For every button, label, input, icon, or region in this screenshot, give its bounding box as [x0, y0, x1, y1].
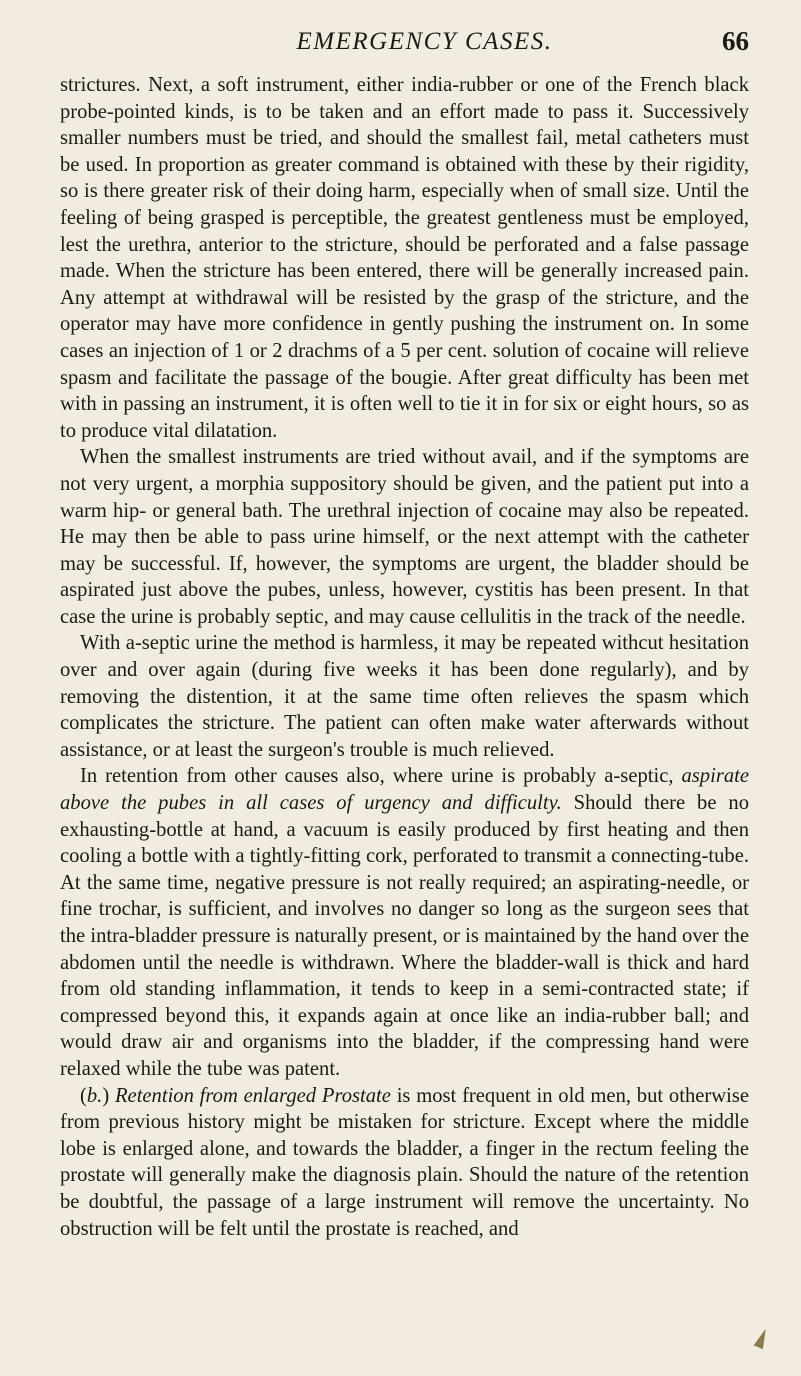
- paragraph-text: When the smallest instruments are tried without avail, and if the symptoms are not very urgent, a morphia suppository should be given, and the patient put into a warm hip- or general bath. The urethral injection of cocaine may also be repeated. He may then be able to pass urine himself, or the next attempt with the catheter may be successful. If, however, the symptoms are urgent, the bladder should be aspirated just above the pubes, unless, however, cystitis has been present. In that case the urine is probably septic, and may cause cellulitis in the track of the needle.: [60, 446, 749, 628]
- emphasis-text: aspirate above the pubes in all cases of urgency and difficulty.: [60, 765, 749, 815]
- paragraph-aseptic-urine: [60, 630, 749, 763]
- paragraph-enlarged-prostate: [60, 1083, 749, 1243]
- paragraph-text: is most frequent in old men, but otherwise from previous history might be mistaken for stricture. Except where the middle lobe is enlarged alone, and towards the bladder, a finger in the rectum feeling the prostate will generally make the diagnosis plain. Should the nature of the retention be doubtful, the passage of a large instrument will remove the uncertainty. No obstruction will be felt until the prostate is reached, and: [60, 1084, 749, 1240]
- paragraph-text: Should there be no exhausting-bottle at hand, a vacuum is easily produced by first heating and then cooling a bottle with a tightly-fitting cork, perforated to transmit a connecting-tube. At the same time, negative pressure is not really required; an aspirating-needle, or fine trochar, is sufficient, and involves no danger so long as the surgeon sees that the intra-bladder pressure is naturally present, or is maintained by the hand over the abdomen until the needle is withdrawn. Where the bladder-wall is thick and hard from old standing inflammation, it tends to keep in a semi-contracted state; if compressed beyond this, it expands again at once like an india-rubber ball; and would draw air and organisms into the bladder, if the compressing hand were relaxed while the tube was patent.: [60, 792, 749, 1080]
- paragraph-smallest-instruments: [60, 444, 749, 630]
- section-letter: b.: [86, 1084, 103, 1107]
- running-head: [60, 0, 749, 70]
- body-text: [60, 72, 749, 1242]
- corner-mark: [754, 1327, 771, 1349]
- page-number: 66: [722, 26, 749, 56]
- paragraph-text: With a-septic urine the method is harmless, it may be repeated withcut hesitation over and over again (during five weeks it has been done regularly), and by removing the distention, it at the same time often relieves the spasm which complicates the stricture. The patient can often make water afterwards without assistance, or at least the surgeon's trouble is much relieved.: [60, 632, 749, 761]
- paragraph-text: ): [102, 1084, 115, 1107]
- paragraph-text: In retention from other causes also, where urine is probably a-septic,: [80, 765, 682, 788]
- running-title: EMERGENCY CASES.: [296, 28, 553, 55]
- section-heading: Retention from enlarged Prostate: [114, 1084, 391, 1107]
- paragraph-retention-other-causes: [60, 763, 749, 1082]
- paragraph-text: strictures. Next, a soft instrument, either india-rubber or one of the French black probe-pointed kinds, is to be taken and an effort made to pass it. Successively smaller numbers must be tried, and should the smallest fail, metal catheters must be used. In proportion as greater command is obtained with these by their rigidity, so is there greater risk of their doing harm, especially when of small size. Until the feeling of being grasped is perceptible, the greatest gentleness must be employed, lest the urethra, anterior to the stricture, should be perforated and a false passage made. When the stricture has been entered, there will be generally increased pain. Any attempt at withdrawal will be resisted by the grasp of the stricture, and the operator may have more confidence in gently pushing the instrument on. In some cases an injection of 1 or 2 drachms of a 5 per cent. solution of cocaine will relieve spasm and facilitate the passage of the bougie. After great difficulty has been met with in passing an instrument, it is often well to tie it in for six or eight hours, so as to produce vital dilatation.: [60, 74, 749, 442]
- paragraph-text: (: [80, 1084, 87, 1107]
- paragraph-strictures: [60, 72, 749, 444]
